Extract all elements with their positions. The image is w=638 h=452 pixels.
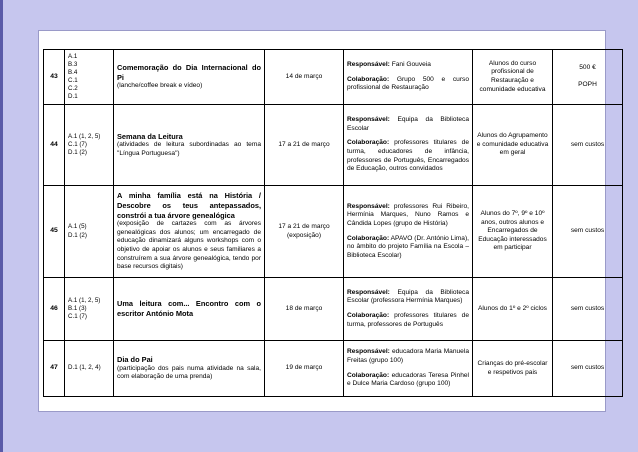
responsible-text: Equipa da Biblioteca Escolar [347, 116, 469, 132]
objective-codes [65, 341, 114, 397]
objective-code: C.1 (7) [68, 313, 87, 321]
responsible-label: Responsável: [347, 288, 390, 296]
objective-codes [65, 105, 114, 186]
table-row [44, 278, 623, 341]
activity-number: 44 [44, 105, 65, 186]
activity-cell [114, 341, 265, 397]
collaboration-text: professores titulares de turma, professores de Português [347, 312, 469, 328]
activity-title: A minha família está na História / Descobre os teus antepassados, constrói a tua árvore genealógica [117, 191, 261, 220]
collaboration-text: educadoras Teresa Pinhel e Dulce Maria Cardoso (grupo 100) [347, 371, 469, 388]
objective-code: C.2 [68, 85, 78, 93]
table-row [44, 50, 623, 105]
responsible-cell [344, 278, 473, 341]
objective-code: D.1 (2) [68, 149, 87, 157]
objective-code: D.1 (1, 2, 4) [68, 364, 101, 372]
objective-code: D.1 [68, 93, 78, 101]
objective-code: A.1 [68, 52, 78, 60]
collaboration-text: Grupo 500 e curso profissional de Restauração [347, 75, 469, 92]
objective-codes [65, 186, 114, 278]
responsible-cell [344, 341, 473, 397]
responsible-cell [344, 50, 473, 105]
target-audience: Alunos do 7º, 9º e 10º anos, outros alunos e Encarregados de Educação interessados em participar [473, 186, 553, 278]
activity-description: (lanche/coffee break e vídeo) [117, 82, 203, 90]
activity-date: 17 a 21 de março [265, 105, 344, 186]
responsible-label: Responsável: [347, 61, 390, 69]
collaboration-label: Colaboração: [347, 312, 390, 319]
activity-number: 47 [44, 341, 65, 397]
activity-cell [114, 186, 265, 278]
activity-cost: 500 € POPH [553, 50, 623, 105]
responsible-text: Fani Gouveia [389, 61, 431, 69]
activity-plan-table [43, 49, 623, 397]
activity-number: 46 [44, 278, 65, 341]
activity-date: 18 de março [265, 278, 344, 341]
activity-title: Dia do Pai [117, 355, 153, 365]
activity-description: (participação dos pais numa atividade na sala, com elaboração de uma prenda) [117, 364, 261, 381]
target-audience: Alunos do 1º e 2º ciclos [473, 278, 553, 341]
activity-cost: sem custos [553, 186, 623, 278]
objective-codes [65, 50, 114, 105]
activity-cost: sem custos [553, 341, 623, 397]
activity-description: (exposição de cartazes com as árvores genealógicas dos alunos; um encarregado de educação dinamizará alguns workshops com o objetivo de apoiar os alunos e seus familiares a construírem a sua árvore genealógica, tendo por base recursos digitais) [117, 220, 261, 271]
activity-title: Comemoração do Dia Internacional do Pi [117, 63, 261, 82]
activity-cost: sem custos [553, 105, 623, 186]
table-row [44, 186, 623, 278]
activity-title: Uma leitura com... Encontro com o escritor António Mota [117, 299, 261, 318]
objective-code: B.4 [68, 68, 78, 76]
responsible-label: Responsável: [347, 202, 390, 210]
collaboration-label: Colaboração: [347, 75, 390, 83]
responsible-label: Responsável: [347, 348, 390, 356]
objective-code: D.1 (2) [68, 231, 87, 239]
document-page [38, 30, 606, 412]
responsible-text: professores Rui Ribeiro, Hermínia Marques, Nuno Ramos e Cândida Lopes (grupo de História) [347, 202, 469, 227]
collaboration-label: Colaboração: [347, 234, 390, 242]
collaboration-label: Colaboração: [347, 139, 390, 147]
activity-title: Semana da Leitura [117, 131, 183, 141]
target-audience: Alunos do curso profissional de Restauração e comunidade educativa [473, 50, 553, 105]
objective-codes [65, 278, 114, 341]
target-audience: Alunos do Agrupamento e comunidade educativa em geral [473, 105, 553, 186]
responsible-label: Responsável: [347, 116, 390, 124]
left-edge-strip [0, 0, 3, 452]
responsible-cell [344, 105, 473, 186]
table-row [44, 341, 623, 397]
objective-code: A.1 (5) [68, 223, 87, 231]
target-audience: Crianças do pré-escolar e respetivos pais [473, 341, 553, 397]
responsible-cell [344, 186, 473, 278]
responsible-text: Equipa da Biblioteca Escolar (professora Hermínia Marques) [347, 288, 469, 305]
objective-code: B.3 [68, 60, 78, 68]
activity-description: (atividades de leitura subordinadas ao tema "Língua Portuguesa") [117, 141, 261, 157]
responsible-text: educadora Maria Manuela Freitas (grupo 100) [347, 348, 469, 364]
activity-cell [114, 50, 265, 105]
collaboration-text: professores titulares de turma, educadores de infância, professores de Português, Encarregados de Educação, outros convidados [347, 139, 469, 173]
objective-code: A.1 (1, 2, 5) [68, 132, 101, 140]
activity-cell [114, 278, 265, 341]
activity-number: 45 [44, 186, 65, 278]
table-row [44, 105, 623, 186]
activity-cost: sem custos [553, 278, 623, 341]
activity-date: 14 de março [265, 50, 344, 105]
collaboration-label: Colaboração: [347, 371, 390, 379]
objective-code: B.1 (3) [68, 304, 87, 312]
activity-number: 43 [44, 50, 65, 105]
objective-code: C.1 (7) [68, 140, 87, 148]
activity-date: 19 de março [265, 341, 344, 397]
objective-code: A.1 (1, 2, 5) [68, 296, 101, 304]
objective-code: C.1 [68, 77, 78, 84]
activity-cell [114, 105, 265, 186]
activity-date: 17 a 21 de março (exposição) [265, 186, 344, 278]
collaboration-text: APAVO (Dr. António Lima), no âmbito do projeto Família na Escola – Biblioteca Escolar) [347, 234, 469, 259]
